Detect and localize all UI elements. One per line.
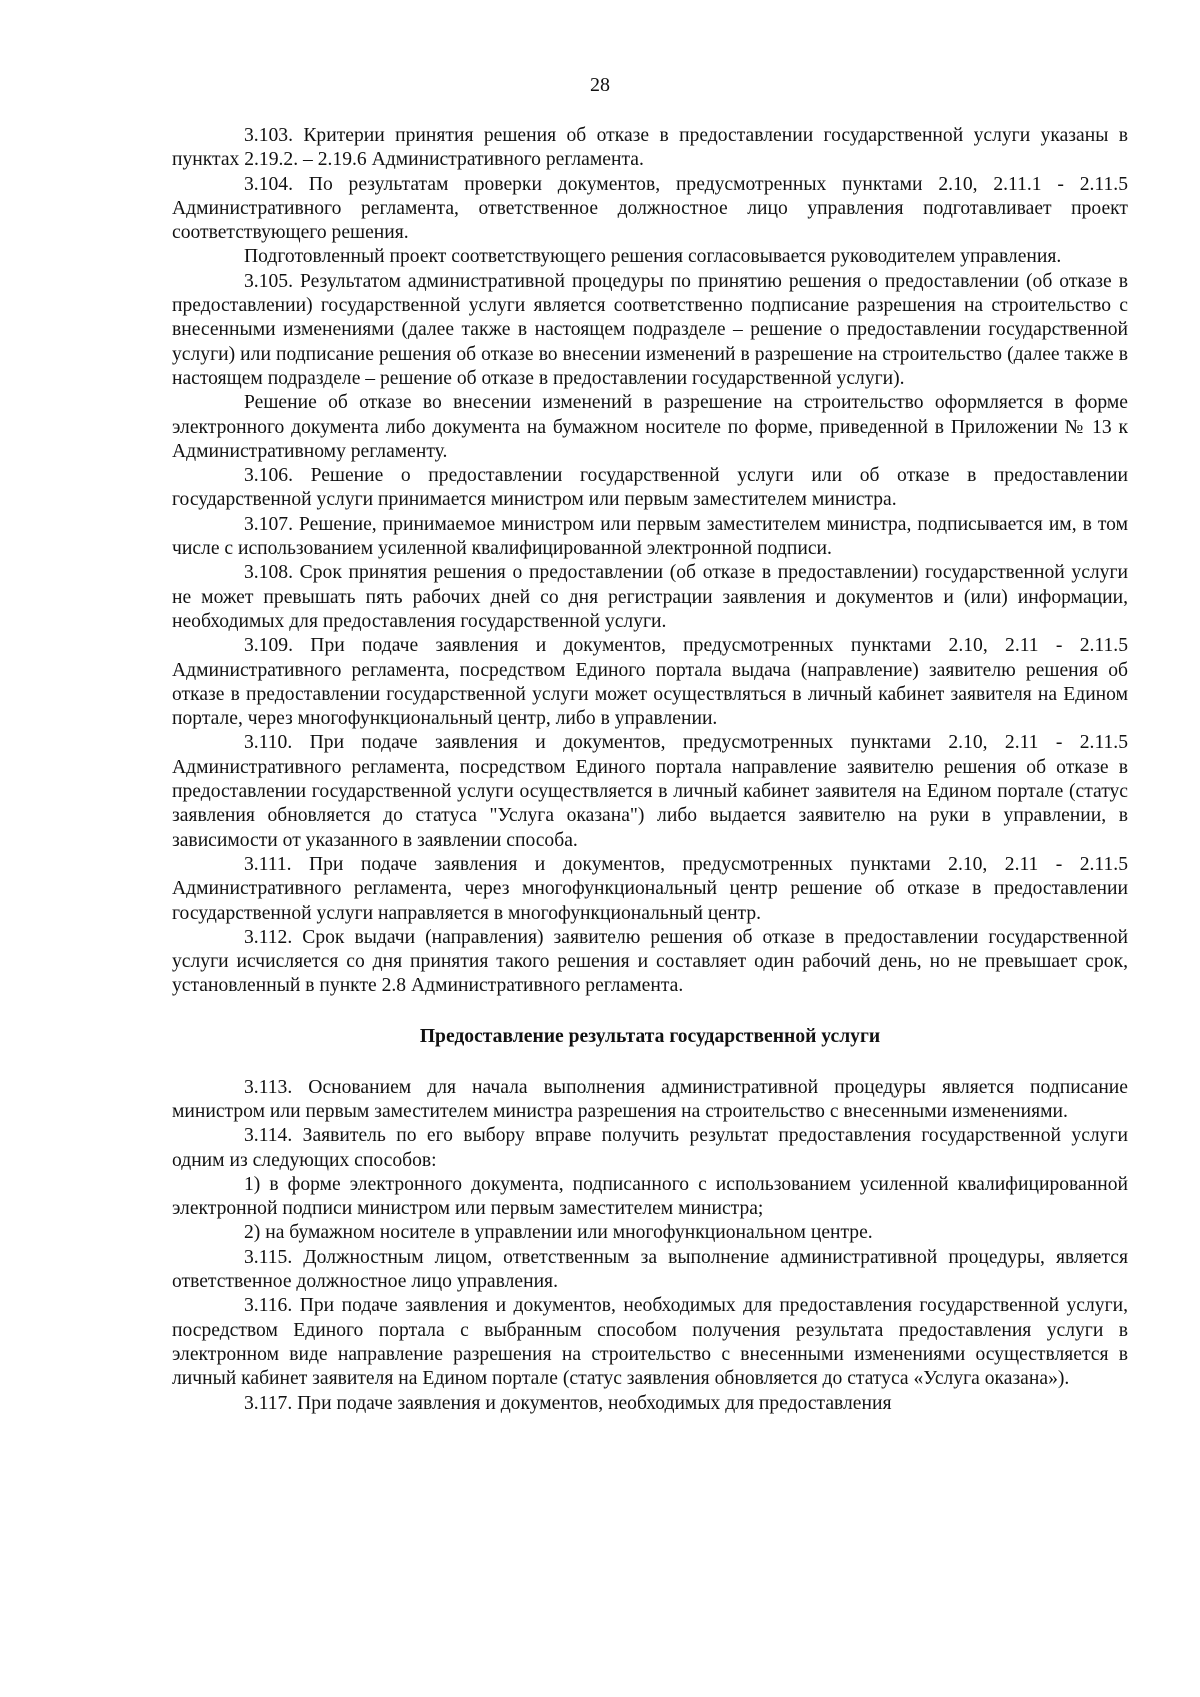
paragraph: 3.107. Решение, принимаемое министром или первым заместителем министра, подписывается им, в том числе с использованием усиленной квалифицированной электронной подписи. (172, 513, 1128, 560)
paragraph: 3.115. Должностным лицом, ответственным за выполнение административной процедуры, является ответственное должностное лицо управления. (172, 1246, 1128, 1293)
paragraph: 3.111. При подаче заявления и документов, предусмотренных пунктами 2.10, 2.11 - 2.11.5 Административного регламента, через многофункциональный центр решение об отказе в предоставлении государственной услуги направляется в многофункциональный центр. (172, 853, 1128, 924)
paragraph: 1) в форме электронного документа, подписанного с использованием усиленной квалифицированной электронной подписи министром или первым заместителем министра; (172, 1173, 1128, 1220)
section-title: Предоставление результата государственной услуги (419, 1025, 881, 1047)
paragraph: 2) на бумажном носителе в управлении или многофункциональном центре. (244, 1222, 873, 1244)
paragraph: 3.106. Решение о предоставлении государственной услуги или об отказе в предоставлении государственной услуги принимается министром или первым заместителем министра. (172, 465, 1128, 511)
paragraph: 3.110. При подаче заявления и документов, предусмотренных пунктами 2.10, 2.11 - 2.11.5 Административного регламента, посредством Единого портала направление заявителю решения об отказе в предоставлении государственной услуги осуществляется в личный кабинет заявителя на Едином портале (статус заявления обновляется до статуса "Услуга оказана") либо выдается заявителю на руки в управлении, в зависимости от указанного в заявлении способа. (172, 732, 1128, 851)
paragraph: Подготовленный проект соответствующего решения согласовывается руководителем управления. (244, 246, 1062, 268)
paragraph: 3.116. При подаче заявления и документов, необходимых для предоставления государственной услуги, посредством Единого портала с выбранным способом получения результата предоставления услуги в электронном виде направление разрешения на строительство с внесенными изменениями осуществляется в личный кабинет заявителя на Едином портале (статус заявления обновляется до статуса «Услуга оказана»). (172, 1295, 1128, 1390)
paragraph: Решение об отказе во внесении изменений в разрешение на строительство оформляется в форме электронного документа либо документа на бумажном носителе по форме, приведенной в Приложении № 13 к Административному регламенту. (172, 392, 1128, 462)
paragraph: 3.109. При подаче заявления и документов, предусмотренных пунктами 2.10, 2.11 - 2.11.5 Административного регламента, посредством Единого портала выдача (направление) заявителю решения об отказе в предоставлении государственной услуги может осуществляться в личный кабинет заявителя на Едином портале, через многофункциональный центр, либо в управлении. (172, 635, 1128, 730)
paragraph: 3.104. По результатам проверки документов, предусмотренных пунктами 2.10, 2.11.1 - 2.11.5 Административного регламента, ответственное должностное лицо управления подготавливает проект соответствующего решения. (172, 173, 1128, 244)
page-number: 28 (590, 74, 610, 96)
paragraph: 3.113. Основанием для начала выполнения административной процедуры является подписание министром или первым заместителем министра разрешения на строительство с внесенными изменениями. (172, 1076, 1128, 1122)
paragraph: 3.114. Заявитель по его выбору вправе получить результат предоставления государственной услуги одним из следующих способов: (172, 1125, 1128, 1171)
paragraph: 3.117. При подаче заявления и документов, необходимых для предоставления (244, 1392, 892, 1414)
paragraph: 3.108. Срок принятия решения о предоставлении (об отказе в предоставлении) государственной услуги не может превышать пять рабочих дней со дня регистрации заявления и документов и (или) информации, необходимых для предоставления государственной услуги. (172, 562, 1128, 632)
paragraph: 3.105. Результатом административной процедуры по принятию решения о предоставлении (об отказе в предоставлении) государственной услуги является соответственно подписание разрешения на строительство с внесенными изменениями (далее также в настоящем подразделе – решение о предоставлении государственной услуги) или подписание решения об отказе во внесении изменений в разрешение на строительство (далее также в настоящем подразделе – решение об отказе в предоставлении государственной услуги). (172, 270, 1128, 389)
paragraph: 3.103. Критерии принятия решения об отказе в предоставлении государственной услуги указаны в пунктах 2.19.2. – 2.19.6 Административного регламента. (172, 125, 1128, 171)
paragraph: 3.112. Срок выдачи (направления) заявителю решения об отказе в предоставлении государственной услуги исчисляется со дня принятия такого решения и составляет один рабочий день, но не превышает срок, установленный в пункте 2.8 Административного регламента. (172, 926, 1128, 997)
document-body (172, 124, 1128, 1416)
